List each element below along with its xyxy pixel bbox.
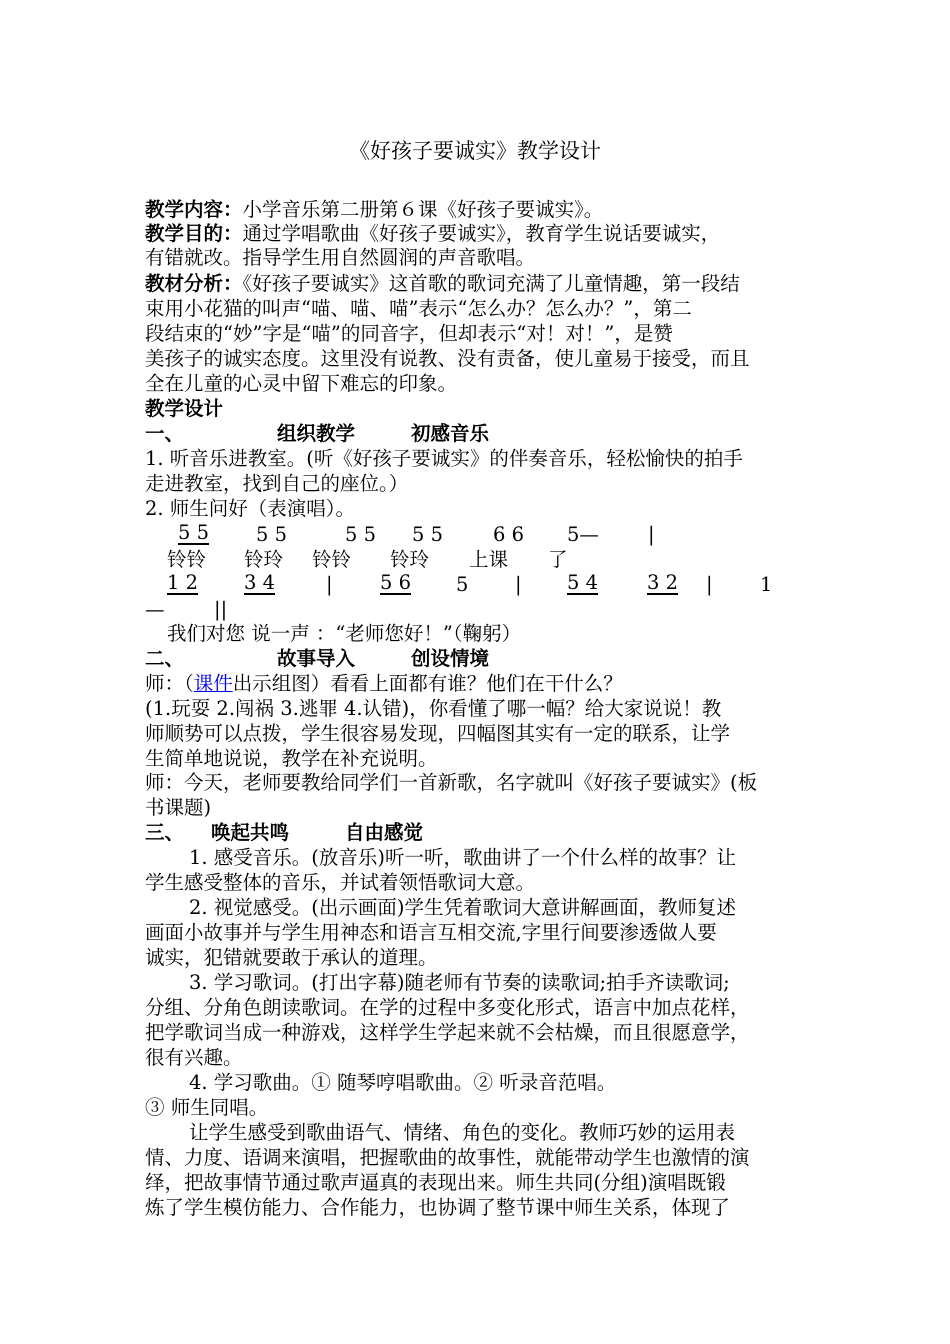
note-group: 5— <box>567 523 599 546</box>
part2-line-6: 书课题) <box>145 796 212 819</box>
bar-line: | <box>515 573 522 596</box>
lyric: 铃玲 <box>244 548 284 571</box>
material-analysis-text: 《好孩子要诚实》这首歌的歌词充满了儿童情趣，第一段结 <box>242 272 740 295</box>
part3-line: ③ 师生同唱。 <box>145 1096 269 1119</box>
part2-line-3: 师顺势可以点拨，学生很容易发现，四幅图其实有一定的联系，让学 <box>145 722 731 745</box>
part2-number: 二、 <box>145 647 185 670</box>
part2-line-1 <box>145 672 810 696</box>
part3-number: 三、 <box>145 821 185 844</box>
material-analysis-line <box>145 272 810 296</box>
note-group: 5 <box>456 573 469 596</box>
design-heading: 教学设计 <box>145 397 224 420</box>
part2-heading-a: 故事导入 <box>277 647 356 670</box>
lyric: 铃玲 <box>390 548 430 571</box>
note-group: 1 <box>760 573 773 596</box>
note-group: 5 5 <box>412 523 444 546</box>
teaching-content-label: 教学内容： <box>145 198 243 221</box>
teaching-content-text: 小学音乐第二册第６课《好孩子要诚实》。 <box>242 198 604 221</box>
material-analysis-line-3: 段结束的“妙”字是“喵”的同音字，但却表示“对！对！”，是赞 <box>145 322 673 345</box>
part3-line: 绎，把故事情节通过歌声逼真的表现出来。师生共同(分组)演唱既锻 <box>145 1171 726 1194</box>
part3-heading-a: 唤起共鸣 <box>211 821 290 844</box>
part2-line-5: 师：今天，老师要教给同学们一首新歌，名字就叫《好孩子要诚实》(板 <box>145 771 758 794</box>
teaching-content-line <box>145 198 810 222</box>
courseware-link[interactable]: 课件 <box>193 672 233 695</box>
part3-line: 4. 学习歌曲。① 随琴哼唱歌曲。② 听录音范唱。 <box>189 1071 617 1094</box>
part3-line: 画面小故事并与学生用神态和语言互相交流,字里行间要渗透做人要 <box>145 921 717 944</box>
teaching-goal-label: 教学目的： <box>145 222 243 245</box>
bar-line: | <box>648 523 655 546</box>
lyrics-row-2: 我们对您 说一声 ：“老师您好！”（鞠躬） <box>167 622 522 645</box>
note-group: 5 5 <box>256 523 288 546</box>
part1-line-1: 1. 听音乐进教室。(听《好孩子要诚实》的伴奏音乐，轻松愉快的拍手 <box>145 447 743 470</box>
part1-heading-a: 组织教学 <box>277 422 356 445</box>
part3-heading-b: 自由感觉 <box>345 821 424 844</box>
part2-line-1-post: 出示组图）看看上面都有谁？他们在干什么？ <box>232 672 623 695</box>
part3-line: 把学歌词当成一种游戏，这样学生学起来就不会枯燥，而且很愿意学， <box>145 1021 750 1044</box>
bar-line: | <box>326 573 333 596</box>
lyric: 铃铃 <box>312 548 352 571</box>
material-analysis-line-5: 全在儿童的心灵中留下难忘的印象。 <box>145 372 458 395</box>
part1-line-3: 2. 师生问好（表演唱）。 <box>145 497 356 520</box>
part3-line: 学生感受整体的音乐，并试着领悟歌词大意。 <box>145 871 536 894</box>
part3-line: 让学生感受到歌曲语气、情绪、角色的变化。教师巧妙的运用表 <box>189 1121 736 1144</box>
part3-line: 诚实，犯错就要敢于承认的道理。 <box>145 946 438 969</box>
lyric: 铃铃 <box>167 548 207 571</box>
teaching-goal-line-2: 有错就改。指导学生用自然圆润的声音歌唱。 <box>145 246 536 269</box>
lyric: 上课 <box>469 548 509 571</box>
part3-line: 炼了学生模仿能力、合作能力，也协调了整节课中师生关系，体现了 <box>145 1196 731 1219</box>
note-group: 5 6 <box>380 571 412 594</box>
end-bar-line: || <box>214 598 228 621</box>
teaching-goal-text: 通过学唱歌曲《好孩子要诚实》，教育学生说话要诚实， <box>242 222 721 245</box>
part3-line: 1. 感受音乐。(放音乐)听一听，歌曲讲了一个什么样的故事？让 <box>189 846 737 869</box>
part3-line: 情、力度、语调来演唱，把握歌曲的故事性，就能带动学生也激情的演 <box>145 1146 750 1169</box>
note-group: — <box>145 598 165 621</box>
part3-line: 很有兴趣。 <box>145 1046 243 1069</box>
part2-line-1-pre: 师：（ <box>145 672 194 695</box>
part2-line-4: 生简单地说说，教学在补充说明。 <box>145 747 438 770</box>
note-group: 5 5 <box>345 523 377 546</box>
lyric: 了 <box>548 548 568 571</box>
note-group: 5 5 <box>178 521 210 544</box>
part2-line-2: (1.玩耍 2.闯祸 3.逃罪 4.认错)，你看懂了哪一幅？给大家说说！教 <box>145 697 722 720</box>
material-analysis-label: 教材分析： <box>145 272 243 295</box>
part3-line: 分组、分角色朗读歌词。在学的过程中多变化形式，语言中加点花样， <box>145 996 750 1019</box>
part3-line: 3. 学习歌词。(打出字幕)随老师有节奏的读歌词;拍手齐读歌词; <box>189 971 730 994</box>
note-group: 3 2 <box>647 571 679 594</box>
part2-heading-b: 创设情境 <box>411 647 490 670</box>
part1-heading-b: 初感音乐 <box>411 422 490 445</box>
material-analysis-line-4: 美孩子的诚实态度。这里没有说教、没有责备，使儿童易于接受，而且 <box>145 347 750 370</box>
part3-line: 2. 视觉感受。(出示画面)学生凭着歌词大意讲解画面，教师复述 <box>189 896 737 919</box>
note-group: 1 2 <box>167 571 199 594</box>
bar-line: | <box>706 573 713 596</box>
material-analysis-line-2: 束用小花猫的叫声“喵、喵、喵”表示“怎么办？怎么办？”，第二 <box>145 297 692 320</box>
part1-number: 一、 <box>145 422 185 445</box>
note-group: 5 4 <box>567 571 599 594</box>
note-group: 3 4 <box>244 571 276 594</box>
note-group: 6 6 <box>493 523 525 546</box>
teaching-goal-line <box>145 222 810 246</box>
part1-line-2: 走进教室，找到自己的座位。） <box>145 472 409 495</box>
document-title: 《好孩子要诚实》教学设计 <box>349 139 601 163</box>
